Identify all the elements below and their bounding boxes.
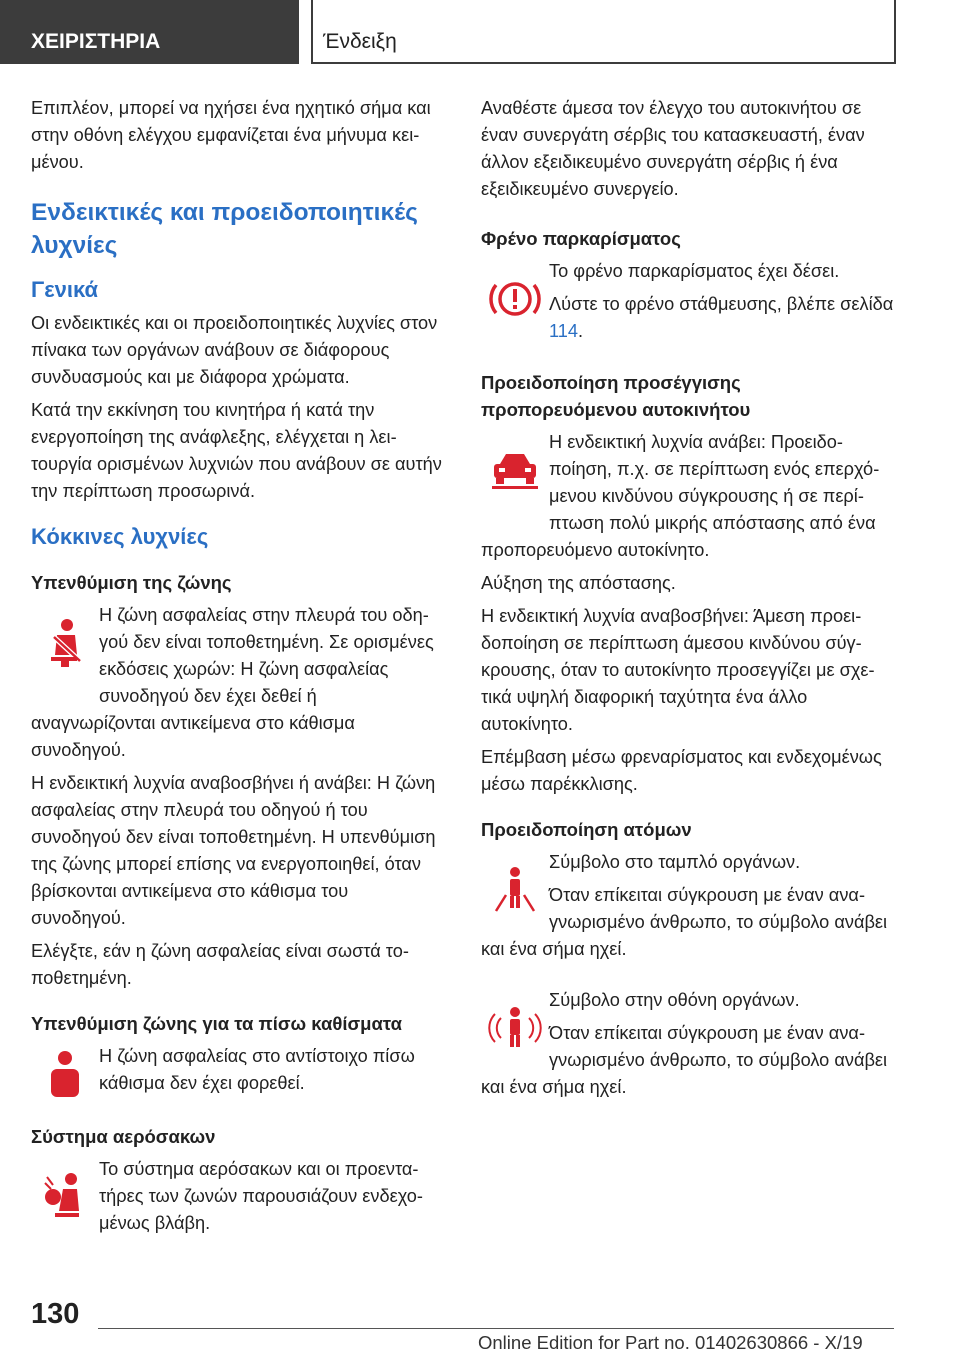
belt-paragraph-2: Η ενδεικτική λυχνία αναβοσβήνει ή ανάβει: Η ζώνη ασφαλείας στην πλευρά του οδηγού ή του συνοδηγού δεν είναι τοποθετημένη. Η υπενθύμιση της ζώνης μπορεί επίσης να ενεργοποιηθεί, όταν βρίσκονται αντικείμενα στο κάθισμα του συνοδηγού. xyxy=(31,773,436,928)
person2-paragraph-1: Σύμβολο στην οθόνη οργάνων. xyxy=(549,990,800,1010)
page-reference-link[interactable]: 114 xyxy=(549,321,578,341)
collision-warning-car-icon xyxy=(481,429,549,511)
general-paragraph-2: Κατά την εκκίνηση του κινητήρα ή κατά την ενεργοποίηση της ανάφλεξης, ελέγχεται η λειτουργία ορισμένων λυχνιών που ανάβουν σε αυτήν την περίπτωση προσωρινά. xyxy=(31,400,442,501)
rear-belt-paragraph-1: Η ζώνη ασφαλείας στο αντίστοιχο πίσω κάθισμα δεν έχει φορεθεί. xyxy=(99,1046,415,1093)
header-section-title: ΧΕΙΡΙΣΤΗΡΙΑ xyxy=(0,0,299,64)
airbag-block xyxy=(31,1156,446,1237)
belt-paragraph-1: Η ζώνη ασφαλείας στην πλευρά του οδηγού δεν είναι τοποθετημένη. Σε ορισμένες εκδόσεις χωρών: Η ζώνη ασφαλείας συνοδηγού δεν έχει δεθεί ή αναγνωρίζονται αντικείμενα στο κάθισμα συνοδηγού. xyxy=(31,605,434,760)
collision-paragraph-1: Η ενδεικτική λυχνία ανάβει: Προειδοποίηση, π.χ. σε περίπτωση ενός επερχόμενου κινδύνου σύγκρουσης ή σε περίπτωση πολύ μικρής απόστασης από ένα προπορευόμενο αυτοκίνητο. xyxy=(481,432,880,560)
pedestrian-warning-icon xyxy=(481,849,549,931)
footer-divider xyxy=(98,1328,894,1329)
person1-paragraph-2: Όταν επίκειται σύγκρουση με έναν αναγνωρισμένο άνθρωπο, το σύμβολο ανάβει και ένα σήμα ηχεί. xyxy=(481,885,888,959)
collision-paragraph-2: Αύξηση της απόστασης. xyxy=(481,573,676,593)
topic-heading-airbag: Σύστημα αερόσακων xyxy=(31,1126,216,1147)
page-number: 130 xyxy=(31,1298,80,1330)
footer-edition: Online Edition for Part no. 01402630866 - X/19 xyxy=(478,1332,863,1353)
person2-paragraph-2: Όταν επίκειται σύγκρουση με έναν αναγνωρισμένο άνθρωπο, το σύμβολο ανάβει και ένα σήμα ηχεί. xyxy=(481,1023,888,1097)
service-paragraph: Αναθέστε άμεσα τον έλεγχο του αυτοκινήτου σε έναν συνεργάτη σέρβις του κατασκευαστή, έναν άλλον εξειδικευμένο συνεργάτη σέρβις ή ένα εξειδικευμένο συνεργείο. xyxy=(481,98,865,199)
intro-paragraph: Επιπλέον, μπορεί να ηχήσει ένα ηχητικό σήμα και στην οθόνη ελέγχου εμφανίζεται ένα μήνυμα κειμένου. xyxy=(31,98,431,172)
topic-heading-rear-belt: Υπενθύμιση ζώνης για τα πίσω καθίσματα xyxy=(31,1013,402,1034)
right-column xyxy=(481,95,896,1107)
seatbelt-warning-icon xyxy=(31,602,99,684)
pedestrian-warning-display-icon xyxy=(481,987,549,1069)
parking-brake-paragraph-1: Το φρένο παρκαρίσματος έχει δέσει. xyxy=(549,261,840,281)
topic-heading-person-warning: Προειδοποίηση ατόμων xyxy=(481,819,692,840)
topic-heading-collision: Προειδοποίηση προσέγγισης προπορευόμενου αυτοκινήτου xyxy=(481,372,751,420)
rear-seatbelt-icon xyxy=(31,1043,99,1105)
collision-block xyxy=(481,429,896,564)
airbag-warning-icon xyxy=(31,1156,99,1238)
parking-brake-period: . xyxy=(578,321,584,341)
airbag-paragraph-1: Το σύστημα αερόσακων και οι προεντατήρες των ζωνών παρουσιάζουν ενδεχομένως βλάβη. xyxy=(99,1159,423,1233)
belt-block xyxy=(31,602,446,764)
general-paragraph-1: Οι ενδεικτικές και οι προειδοποιητικές λυχνίες στον πίνακα των οργάνων ανάβουν σε διάφορους συνδυασμούς και με διάφορα χρώματα. xyxy=(31,313,438,387)
collision-paragraph-3: Η ενδεικτική λυχνία αναβοσβήνει: Άμεση προειδοποίηση σε περίπτωση άμεσου κινδύνου σύγκρουσης, όταν το αυτοκίνητο προσεγγίζει με σχετικά υψηλή διαφορική ταχύτητα ένα άλλο αυτοκίνητο. xyxy=(481,606,875,734)
section-heading: Ενδεικτικές και προειδοποιητικές λυχνίες xyxy=(31,199,418,259)
rear-belt-block xyxy=(31,1043,446,1097)
header-chapter-title: Ένδειξη xyxy=(311,0,896,64)
parking-brake-block xyxy=(481,258,896,345)
collision-paragraph-4: Επέμβαση μέσω φρεναρίσματος και ενδεχομένως μέσω παρέκκλισης. xyxy=(481,747,882,794)
person-warning-block-1 xyxy=(481,849,896,963)
subsection-heading-general: Γενικά xyxy=(31,277,99,302)
topic-heading-parking-brake: Φρένο παρκαρίσματος xyxy=(481,228,681,249)
left-column xyxy=(31,95,446,1243)
parking-brake-icon xyxy=(481,258,549,340)
person1-paragraph-1: Σύμβολο στο ταμπλό οργάνων. xyxy=(549,852,801,872)
topic-heading-belt: Υπενθύμιση της ζώνης xyxy=(31,572,232,593)
subsection-heading-red: Κόκκινες λυχνίες xyxy=(31,524,209,549)
person-warning-block-2 xyxy=(481,987,896,1101)
parking-brake-text: Λύστε το φρένο στάθμευσης, βλέπε σελίδα xyxy=(549,294,894,314)
belt-paragraph-3: Ελέγξτε, εάν η ζώνη ασφαλείας είναι σωστά τοποθετημένη. xyxy=(31,941,409,988)
